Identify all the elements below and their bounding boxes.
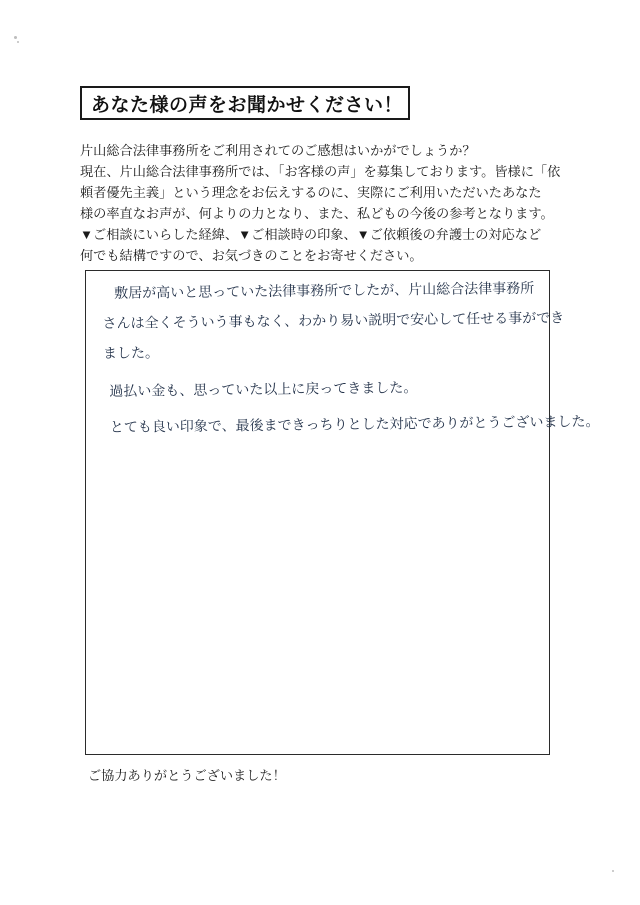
intro-line: 様の率直なお声が、何よりの力となり、また、私どもの今後の参考となります。 [80, 206, 554, 221]
intro-paragraph [80, 140, 561, 266]
page-title: あなた様の声をお聞かせください！ [91, 94, 404, 116]
handwritten-line: ました。 [102, 345, 160, 362]
handwritten-line: とても良い印象で、最後まできっちりとした対応でありがとうございました。 [109, 413, 600, 436]
intro-line: 現在、片山総合法律事務所では、「お客様の声」を募集しております。皆様に「依 [80, 164, 561, 179]
scan-speck [14, 36, 17, 39]
intro-line: 何でも結構ですので、お気づきのことをお寄せください。 [80, 248, 423, 263]
footer-thanks: ご協力ありがとうございました！ [88, 768, 286, 783]
handwritten-line: 敷居が高いと思っていた法律事務所でしたが、片山総合法律事務所 [114, 280, 535, 302]
intro-line: 片山総合法律事務所をご利用されてのご感想はいかがでしょうか？ [80, 143, 476, 158]
intro-line: 頼者優先主義」という理念をお伝えするのに、実際にご利用いただいたあなた [80, 185, 542, 200]
handwritten-comment [100, 274, 600, 443]
intro-line: ▼ご相談にいらした経緯、▼ご相談時の印象、▼ご依頼後の弁護士の対応など [80, 227, 542, 242]
form-title-box [80, 86, 410, 120]
scan-speck [612, 870, 614, 872]
handwritten-line: さんは全くそういう事もなく、わかり易い説明で安心して任せる事ができ [102, 310, 565, 332]
scan-speck [17, 41, 19, 43]
comment-answer-box [85, 270, 600, 755]
handwritten-line: 過払い金も、思っていた以上に戻ってきました。 [109, 380, 418, 400]
